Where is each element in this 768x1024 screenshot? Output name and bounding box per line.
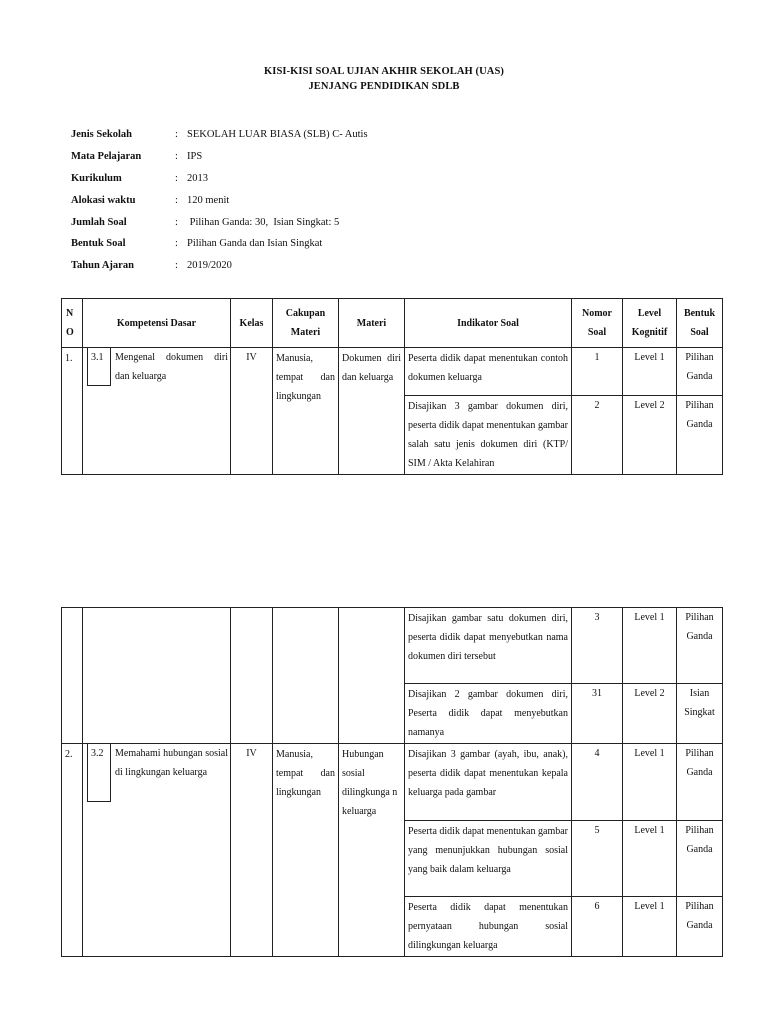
kompetensi-dasar-empty	[83, 608, 231, 744]
info-value: Pilihan Ganda: 30, Isian Singkat: 5	[187, 216, 340, 228]
info-value: 2019/2020	[187, 260, 232, 272]
table-row	[62, 608, 723, 684]
row-number: 2.	[62, 744, 83, 957]
bentuk-cell: Pilihan Ganda	[677, 744, 723, 821]
kd-text: Memahami hubungan sosial di lingkungan keluarga	[115, 748, 228, 778]
info-label: Jenis Sekolah	[71, 129, 132, 141]
indikator-cell: Disajikan 3 gambar dokumen diri, peserta didik dapat menentukan gambar salah satu jenis dokumen diri (KTP/ SIM / Akta Kelahiran	[405, 396, 572, 475]
header-nomor-soal: Nomor Soal	[572, 299, 623, 348]
nomor-soal-cell: 1	[572, 348, 623, 396]
kompetensi-dasar-cell	[83, 744, 231, 957]
info-row-jenis-sekolah	[71, 124, 368, 146]
table-header-row	[62, 299, 723, 348]
cakupan-cell: Manusia, tempat dan lingkungan	[273, 744, 339, 957]
info-label: Bentuk Soal	[71, 238, 126, 250]
nomor-soal-cell: 3	[572, 608, 623, 684]
info-colon: :	[175, 194, 178, 206]
kompetensi-dasar-cell	[83, 348, 231, 475]
bentuk-cell: Pilihan Ganda	[677, 396, 723, 475]
nomor-soal-cell: 4	[572, 744, 623, 821]
nomor-soal-cell: 2	[572, 396, 623, 475]
info-colon: :	[175, 260, 178, 272]
bentuk-cell: Isian Singkat	[677, 684, 723, 744]
school-info	[71, 124, 368, 277]
info-colon: :	[175, 151, 178, 163]
indikator-cell: Disajikan 3 gambar (ayah, ibu, anak), peserta didik dapat menentukan kepala keluarga pada gambar	[405, 744, 572, 821]
indikator-cell: Disajikan 2 gambar dokumen diri, Peserta didik dapat menyebutkan namanya	[405, 684, 572, 744]
header-no: N O	[62, 299, 83, 348]
info-row-jumlah-soal	[71, 211, 368, 233]
kisi-kisi-table-part1	[61, 298, 723, 475]
level-cell: Level 2	[623, 684, 677, 744]
info-label: Jumlah Soal	[71, 216, 127, 228]
info-row-tahun-ajaran	[71, 255, 368, 277]
materi-empty	[339, 608, 405, 744]
info-colon: :	[175, 216, 178, 228]
kelas-cell: IV	[231, 744, 273, 957]
document-title-line1: KISI-KISI SOAL UJIAN AKHIR SEKOLAH (UAS)	[263, 66, 504, 77]
materi-cell: Hubungan sosial dilingkunga n keluarga	[339, 744, 405, 957]
header-kelas: Kelas	[231, 299, 273, 348]
indikator-cell: Peserta didik dapat menentukan pernyataan hubungan sosial dilingkungan keluarga	[405, 897, 572, 957]
kd-number: 3.1	[87, 348, 111, 386]
kd-text: Mengenal dokumen diri dan keluarga	[115, 352, 228, 382]
level-cell: Level 1	[623, 348, 677, 396]
info-colon: :	[175, 129, 178, 141]
materi-cell: Dokumen diri dan keluarga	[339, 348, 405, 475]
level-cell: Level 1	[623, 897, 677, 957]
cakupan-cell: Manusia, tempat dan lingkungan	[273, 348, 339, 475]
level-cell: Level 1	[623, 821, 677, 897]
cakupan-empty	[273, 608, 339, 744]
bentuk-cell: Pilihan Ganda	[677, 821, 723, 897]
info-label: Mata Pelajaran	[71, 151, 142, 163]
indikator-cell: Peserta didik dapat menentukan contoh dokumen keluarga	[405, 348, 572, 396]
nomor-soal-cell: 6	[572, 897, 623, 957]
bentuk-cell: Pilihan Ganda	[677, 608, 723, 684]
document-title-line2: JENJANG PENDIDIKAN SDLB	[308, 81, 460, 92]
indikator-cell: Disajikan gambar satu dokumen diri, peserta didik dapat menyebutkan nama dokumen diri tersebut	[405, 608, 572, 684]
info-colon: :	[175, 238, 178, 250]
level-cell: Level 2	[623, 396, 677, 475]
info-value: 120 menit	[187, 194, 230, 206]
header-level-kognitif: Level Kognitif	[623, 299, 677, 348]
indikator-cell: Peserta didik dapat menentukan gambar yang menunjukkan hubungan sosial yang baik dalam keluarga	[405, 821, 572, 897]
nomor-soal-cell: 31	[572, 684, 623, 744]
level-cell: Level 1	[623, 744, 677, 821]
row-number-empty	[62, 608, 83, 744]
table-row	[62, 744, 723, 821]
bentuk-cell: Pilihan Ganda	[677, 897, 723, 957]
kisi-kisi-table-part2	[61, 607, 723, 957]
info-row-kurikulum	[71, 168, 368, 190]
info-value: 2013	[187, 172, 208, 184]
info-label: Tahun Ajaran	[71, 260, 134, 272]
info-label: Kurikulum	[71, 172, 122, 184]
header-indikator-soal: Indikator Soal	[405, 299, 572, 348]
info-colon: :	[175, 172, 178, 184]
kelas-empty	[231, 608, 273, 744]
level-cell: Level 1	[623, 608, 677, 684]
info-row-bentuk-soal	[71, 233, 368, 255]
header-bentuk-soal: Bentuk Soal	[677, 299, 723, 348]
info-value: IPS	[187, 151, 203, 163]
info-row-mata-pelajaran	[71, 146, 368, 168]
header-kompetensi-dasar: Kompetensi Dasar	[83, 299, 231, 348]
header-cakupan-materi: Cakupan Materi	[273, 299, 339, 348]
info-value: Pilihan Ganda dan Isian Singkat	[187, 238, 323, 250]
bentuk-cell: Pilihan Ganda	[677, 348, 723, 396]
info-value: SEKOLAH LUAR BIASA (SLB) C- Autis	[187, 129, 368, 141]
info-label: Alokasi waktu	[71, 194, 136, 206]
kd-number: 3.2	[87, 744, 111, 802]
nomor-soal-cell: 5	[572, 821, 623, 897]
table-row	[62, 348, 723, 396]
kelas-cell: IV	[231, 348, 273, 475]
row-number: 1.	[62, 348, 83, 475]
info-row-alokasi-waktu	[71, 189, 368, 211]
header-materi: Materi	[339, 299, 405, 348]
